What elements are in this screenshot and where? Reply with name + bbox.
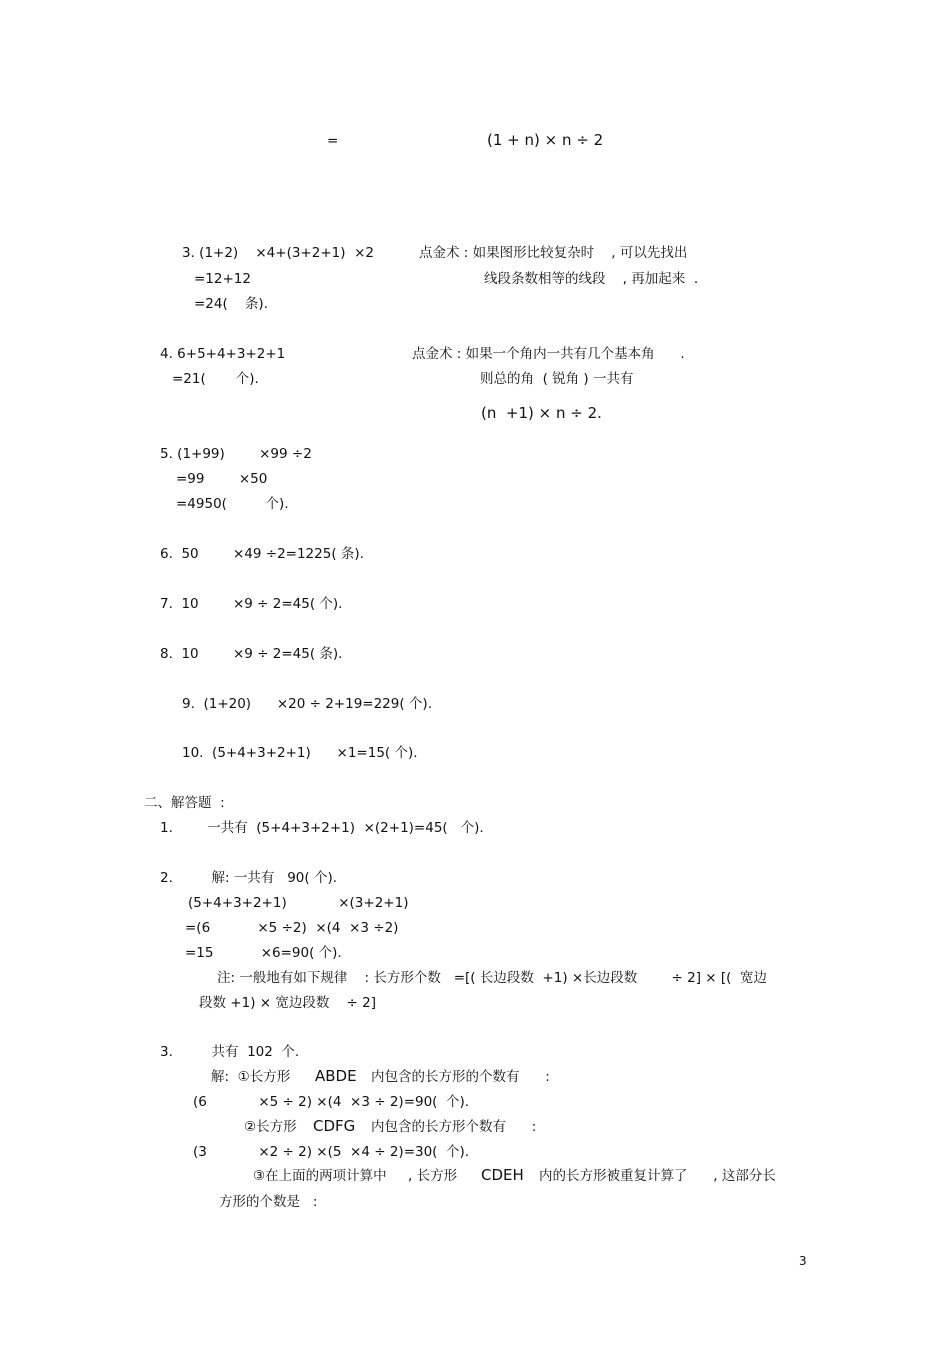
answer-9: 9. (1+20) ×20 ÷ 2+19=229( 个).	[182, 696, 432, 712]
problem-3-step-3-line-2: 方形的个数是 :	[219, 1194, 318, 1210]
problem-2-line-2: (5+4+3+2+1) ×(3+2+1)	[188, 895, 409, 911]
answer-4-line-1: 4. 6+5+4+3+2+1	[160, 346, 286, 362]
answer-4-line-2: =21( 个).	[172, 371, 259, 387]
problem-3-step-2-calc: (3 ×2 ÷ 2) ×(5 ×4 ÷ 2)=30( 个).	[193, 1144, 470, 1160]
page-number: 3	[799, 1254, 807, 1268]
section-heading: 二、解答题 :	[144, 795, 225, 811]
problem-2-line-4: =15 ×6=90( 个).	[185, 945, 342, 961]
tip-4-line-1: 点金术 : 如果一个角内一共有几个基本角 .	[412, 346, 685, 362]
tip-4-line-2: 则总的角 ( 锐角 ) 一共有	[480, 371, 634, 387]
problem-2-line-1: 2. 解: 一共有 90( 个).	[160, 870, 338, 886]
problem-3-step-2-text: 内包含的长方形个数有 :	[371, 1119, 537, 1135]
answer-6: 6. 50 ×49 ÷2=1225( 条).	[160, 546, 364, 562]
answer-5-line-3: =4950( 个).	[176, 496, 289, 512]
problem-2-line-3: =(6 ×5 ÷2) ×(4 ×3 ÷2)	[185, 920, 399, 936]
formula-line: (1 + n) × n ÷ 2	[487, 131, 604, 149]
answer-10: 10. (5+4+3+2+1) ×1=15( 个).	[182, 745, 418, 761]
problem-3-step-1-label: 解: ①长方形	[211, 1069, 291, 1085]
problem-3-line-1: 3. 共有 102 个.	[160, 1044, 300, 1060]
answer-8: 8. 10 ×9 ÷ 2=45( 条).	[160, 646, 343, 662]
problem-3-step-3-label: ③在上面的两项计算中 , 长方形	[253, 1168, 458, 1184]
tip-4-formula: (n +1) × n ÷ 2.	[481, 404, 602, 422]
problem-3-step-1-text: 内包含的长方形的个数有 :	[371, 1069, 550, 1085]
problem-3-step-1-calc: (6 ×5 ÷ 2) ×(4 ×3 ÷ 2)=90( 个).	[193, 1094, 470, 1110]
answer-7: 7. 10 ×9 ÷ 2=45( 个).	[160, 596, 343, 612]
tip-3-line-2: 线段条数相等的线段 , 再加起来 .	[484, 271, 699, 287]
problem-3-step-2-label: ②长方形	[244, 1119, 297, 1135]
answer-3-line-3: =24( 条).	[194, 296, 268, 312]
answer-5-line-2: =99 ×50	[176, 471, 268, 487]
problem-2-note-line-1: 注: 一般地有如下规律 : 长方形个数 =[( 长边段数 +1) ×长边段数 ÷ 2] × [( 宽边	[217, 970, 768, 986]
rect-cdeh-label: CDEH	[481, 1166, 524, 1184]
problem-1: 1. 一共有 (5+4+3+2+1) ×(2+1)=45( 个).	[160, 820, 484, 836]
equals-sign: =	[327, 133, 339, 149]
problem-2-note-line-2: 段数 +1) × 宽边段数 ÷ 2]	[199, 995, 376, 1011]
rect-abde-label: ABDE	[315, 1067, 357, 1085]
rect-cdfg-label: CDFG	[313, 1117, 356, 1135]
answer-3-line-1: 3. (1+2) ×4+(3+2+1) ×2	[182, 245, 374, 261]
answer-3-line-2: =12+12	[194, 271, 251, 287]
tip-3-line-1: 点金术 : 如果图形比较复杂时 , 可以先找出	[419, 245, 688, 261]
problem-3-step-3-text: 内的长方形被重复计算了 , 这部分长	[539, 1168, 776, 1184]
answer-5-line-1: 5. (1+99) ×99 ÷2	[160, 446, 312, 462]
